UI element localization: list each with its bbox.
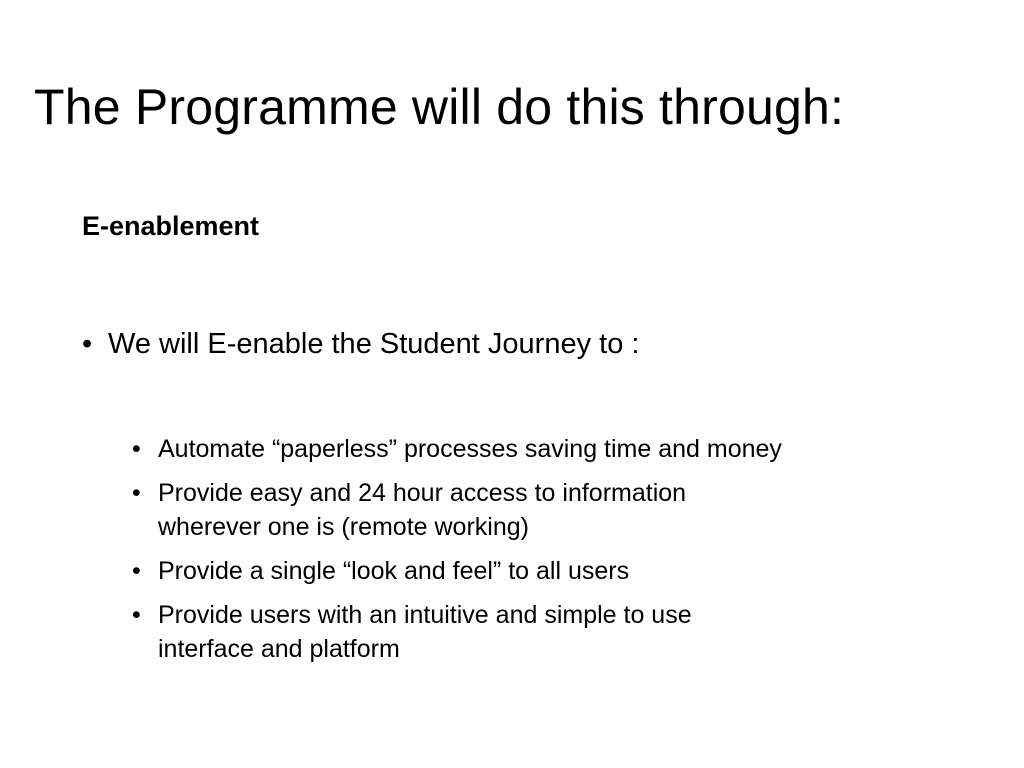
sub-bullet-text: • Automate “paperless” processes saving time and money <box>158 435 782 463</box>
sub-bullet-text: wherever one is (remote working) <box>158 513 529 541</box>
sub-bullet-item <box>132 554 952 588</box>
sub-bullet-item <box>132 476 952 544</box>
slide-title: The Programme will do this through: <box>34 79 845 135</box>
bullet-item: • We will E-enable the Student Journey to : <box>82 326 982 362</box>
sub-bullet-list <box>132 432 952 676</box>
sub-bullet-text: interface and platform <box>158 635 400 663</box>
sub-bullet-item <box>132 598 952 666</box>
sub-bullet-text: • Provide a single “look and feel” to all users <box>158 557 630 585</box>
sub-bullet-text: • Provide users with an intuitive and simple to use <box>158 601 692 629</box>
sub-bullet-text: • Provide easy and 24 hour access to information <box>158 479 687 507</box>
bullet-list <box>82 326 982 362</box>
section-heading: E-enablement <box>82 211 260 241</box>
sub-bullet-item <box>132 432 952 466</box>
